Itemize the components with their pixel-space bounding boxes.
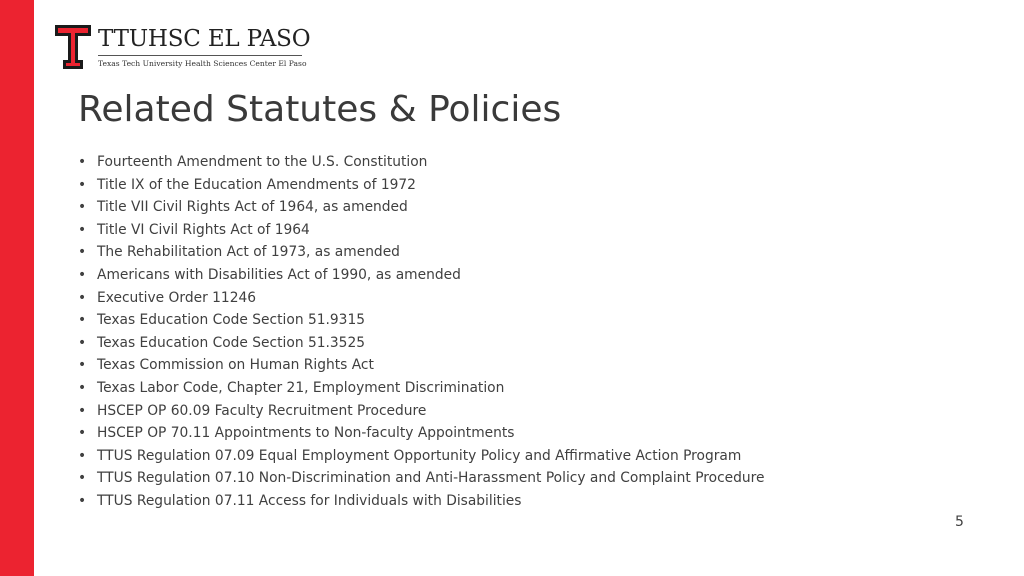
list-item xyxy=(78,264,765,287)
slide-title: Related Statutes & Policies xyxy=(78,89,562,130)
list-item xyxy=(78,196,765,219)
bullet-icon: • xyxy=(78,312,87,329)
bullet-icon: • xyxy=(78,334,87,351)
bullet-icon: • xyxy=(78,176,87,193)
bullet-icon: • xyxy=(78,266,87,283)
list-item xyxy=(78,490,765,513)
list-item xyxy=(78,287,765,310)
logo-divider xyxy=(98,55,302,56)
logo-wordmark xyxy=(98,27,310,69)
list-item xyxy=(78,309,765,332)
bullet-icon: • xyxy=(78,470,87,487)
list-item xyxy=(78,174,765,197)
list-item-text: TTUS Regulation 07.09 Equal Employment Opportunity Policy and Affirmative Action Program xyxy=(97,447,742,464)
list-item-text: Title VII Civil Rights Act of 1964, as amended xyxy=(97,199,408,216)
list-item-text: TTUS Regulation 07.10 Non-Discrimination and Anti-Harassment Policy and Complaint Procedure xyxy=(97,470,765,487)
bullet-icon: • xyxy=(78,379,87,396)
list-item-text: HSCEP OP 60.09 Faculty Recruitment Procedure xyxy=(97,402,427,419)
list-item xyxy=(78,445,765,468)
list-item xyxy=(78,422,765,445)
bullet-icon: • xyxy=(78,221,87,238)
list-item-text: The Rehabilitation Act of 1973, as amended xyxy=(97,244,400,261)
bullet-icon: • xyxy=(78,357,87,374)
list-item-text: Texas Commission on Human Rights Act xyxy=(97,357,374,374)
list-item-text: HSCEP OP 70.11 Appointments to Non-faculty Appointments xyxy=(97,425,515,442)
list-item xyxy=(78,151,765,174)
list-item xyxy=(78,241,765,264)
list-item xyxy=(78,400,765,423)
bullet-icon: • xyxy=(78,244,87,261)
page-number: 5 xyxy=(955,514,964,530)
bullet-icon: • xyxy=(78,447,87,464)
list-item xyxy=(78,219,765,242)
bullet-icon: • xyxy=(78,425,87,442)
list-item-text: Texas Labor Code, Chapter 21, Employment Discrimination xyxy=(97,379,505,396)
list-item-text: Fourteenth Amendment to the U.S. Constitution xyxy=(97,154,428,170)
list-item xyxy=(78,467,765,490)
list-item-text: Texas Education Code Section 51.9315 xyxy=(97,312,366,329)
policy-list xyxy=(78,151,765,513)
bullet-icon: • xyxy=(78,154,87,170)
list-item xyxy=(78,332,765,355)
logo-name: TTUHSC EL PASO xyxy=(98,26,311,52)
double-t-logo-icon xyxy=(54,24,92,70)
list-item-text: Title VI Civil Rights Act of 1964 xyxy=(97,221,310,238)
logo-subtitle: Texas Tech University Health Sciences Center El Paso xyxy=(98,59,307,68)
list-item-text: Title IX of the Education Amendments of 1972 xyxy=(97,176,416,193)
list-item xyxy=(78,377,765,400)
list-item xyxy=(78,354,765,377)
bullet-icon: • xyxy=(78,199,87,216)
list-item-text: TTUS Regulation 07.11 Access for Individuals with Disabilities xyxy=(97,492,522,509)
list-item-text: Americans with Disabilities Act of 1990, as amended xyxy=(97,266,461,283)
bullet-icon: • xyxy=(78,289,87,306)
ttuhsc-logo xyxy=(54,24,310,70)
list-item-text: Executive Order 11246 xyxy=(97,289,257,306)
bullet-icon: • xyxy=(78,402,87,419)
list-item-text: Texas Education Code Section 51.3525 xyxy=(97,334,366,351)
side-accent-bar xyxy=(0,0,34,576)
bullet-icon: • xyxy=(78,492,87,509)
